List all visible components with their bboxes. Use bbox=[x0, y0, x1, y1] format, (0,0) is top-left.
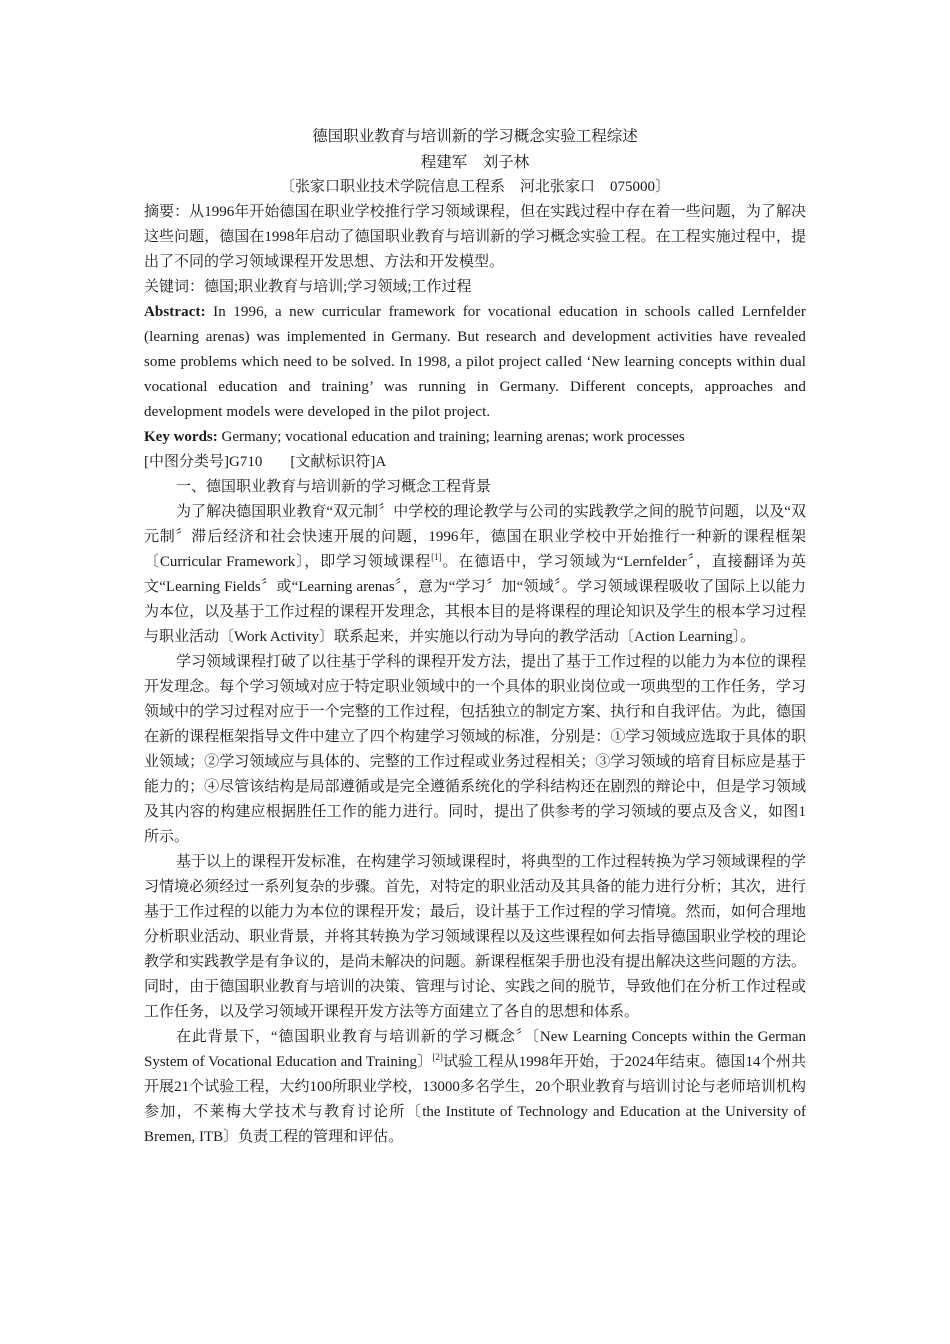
clc-code: [中图分类号]G710 bbox=[144, 454, 263, 470]
abstract-en-label: Abstract: bbox=[144, 304, 206, 320]
paragraph-1-text-a: 为了解决德国职业教育“双元制〞中学校的理论教学与公司的实践教学之间的脱节问题，以及“双元制〞滞后经济和社会快速开展的问题，1996年，德国在职业学校中开始推行一种新的课程框架〔Curricular Framework〕，即学习领域课程 bbox=[144, 504, 806, 570]
abstract-en-text: In 1996, a new curricular framework for vocational education in schools called Lernfelder (learning arenas) was implemented in Germany. But research and development activities have revealed some problems which need to be solved. In 1998, a pilot project called ‘New learning concepts within dual vocational education and training’ was running in Germany. Different concepts, approaches and development models were developed in the pilot project. bbox=[144, 304, 806, 420]
abstract-cn-text: 从1996年开始德国在职业学校推行学习领域课程，但在实践过程中存在着一些问题，为了解决这些问题，德国在1998年启动了德国职业教育与培训新的学习概念实验工程。在工程实施过程中，提出了不同的学习领域课程开发思想、方法和开发模型。 bbox=[144, 204, 806, 270]
section-heading: 一、德国职业教育与培训新的学习概念工程背景 bbox=[176, 479, 492, 495]
reference-1: [1] bbox=[431, 552, 442, 562]
keywords-en-text: Germany; vocational education and training; learning arenas; work processes bbox=[217, 429, 685, 445]
paragraph-4-text-b: 试验工程从1998年开始，于2024年结束。德国14个州共开展21个试验工程，大约100所职业学校，13000多名学生，20个职业教育与培训讨论与老师培训机构参加，不莱梅大学技术与教育讨论所〔the Institute of Technology and Education at the University of Bremen, ITB〕负责工程的管理和评估。 bbox=[144, 1054, 806, 1145]
abstract-en bbox=[144, 300, 806, 425]
document-page bbox=[144, 124, 806, 1150]
keywords-cn-text: 德国;职业教育与培训;学习领域;工作过程 bbox=[204, 279, 472, 295]
abstract-cn-label: 摘要： bbox=[144, 204, 190, 220]
paragraph-4-text-a: 在此背景下，“德国职业教育与培训新的学习概念〞〔New Learning Concepts within the German System of Vocational Education and Training〕 bbox=[144, 1029, 806, 1070]
keywords-cn bbox=[144, 275, 806, 300]
paper-title: 德国职业教育与培训新的学习概念实验工程综述 bbox=[312, 128, 638, 145]
authors: 程建军 刘子林 bbox=[420, 154, 530, 171]
body-paragraph-4 bbox=[144, 1025, 806, 1150]
classification-line bbox=[144, 450, 806, 475]
body-paragraph-2: 学习领域课程打破了以往基于学科的课程开发方法，提出了基于工作过程的以能力为本位的课程开发理念。每个学习领域对应于特定职业领域中的一个具体的职业岗位或一项典型的工作任务，学习领域中的学习过程对应于一个完整的工作过程，包括独立的制定方案、执行和自我评估。为此，德国在新的课程框架指导文件中建立了四个构建学习领域的标准，分别是：①学习领域应选取于具体的职业领域；②学习领域应与具体的、完整的工作过程或业务过程相关；③学习领域的培育目标应是基于能力的；④尽管该结构是局部遵循或是完全遵循系统化的学科结构还在剧烈的辩论中，但是学习领域及其内容的构建应根据胜任工作的能力进行。同时，提出了供参考的学习领域的要点及含义，如图1所示。 bbox=[144, 654, 807, 845]
keywords-cn-label: 关键词： bbox=[144, 279, 205, 295]
affiliation: 〔张家口职业技术学院信息工程系 河北张家口 075000〕 bbox=[279, 179, 670, 195]
paragraph-1-text-b: 。在德语中，学习领域为“Lernfelder〞，直接翻译为英文“Learning Fields〞或“Learning arenas〞，意为“学习〞加“领域〞。学习领域课程吸收了国际上以能力为本位，以及基于工作过程的课程开发理念，其根本目的是将课程的理论知识及学生的根本学习过程与职业活动〔Work Activity〕联系起来，并实施以行动为导向的教学活动〔Action Learning〕。 bbox=[144, 554, 806, 645]
reference-2: [2] bbox=[432, 1052, 443, 1062]
keywords-en-label: Key words: bbox=[144, 429, 218, 445]
keywords-en bbox=[144, 425, 806, 450]
doc-code: [文献标识符]A bbox=[290, 454, 387, 470]
body-paragraph-3: 基于以上的课程开发标准，在构建学习领域课程时，将典型的工作过程转换为学习领域课程的学习情境必须经过一系列复杂的步骤。首先，对特定的职业活动及其具备的能力进行分析；其次，进行基于工作过程的以能力为本位的课程开发；最后，设计基于工作过程的学习情境。然而，如何合理地分析职业活动、职业背景，并将其转换为学习领域课程以及这些课程如何去指导德国职业学校的理论教学和实践教学是有争议的，是尚未解决的问题。新课程框架手册也没有提出解决这些问题的方法。同时，由于德国职业教育与培训的决策、管理与讨论、实践之间的脱节，导致他们在分析工作过程或工作任务，以及学习领域开课程开发方法等方面建立了各自的思想和体系。 bbox=[144, 854, 807, 1020]
body-paragraph-1 bbox=[144, 500, 806, 650]
abstract-cn bbox=[144, 200, 806, 275]
